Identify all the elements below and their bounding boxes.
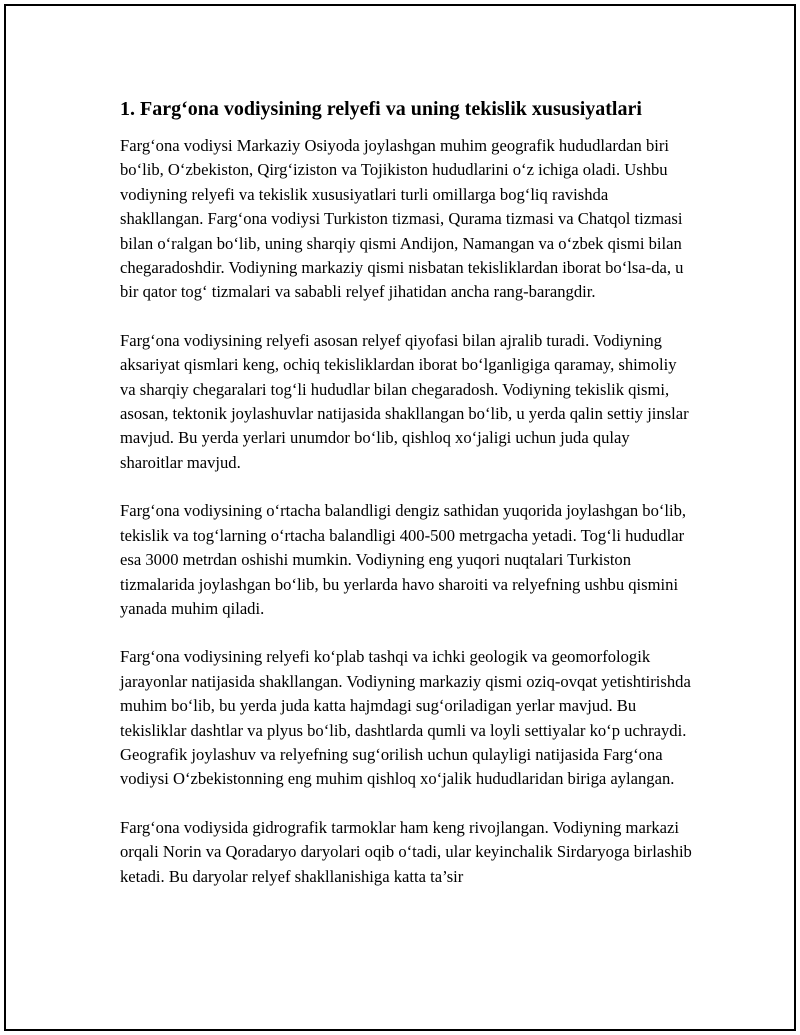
paragraph-2: Farg‘ona vodiysining relyefi asosan relyef qiyofasi bilan ajralib turadi. Vodiyning aksariyat qismlari keng, ochiq tekisliklardan iborat bo‘lganligiga qaramay, shimoliy va sharqiy chegaralari tog‘li hududlar bilan chegaradosh. Vodiyning tekislik qismi, asosan, tektonik joylashuvlar natijasida shakllangan bo‘lib, u yerda qalin settiy jinslar mavjud. Bu yerda yerlari unumdor bo‘lib, qishloq xo‘jaligi uchun juda qulay sharoitlar mavjud. — [120, 330, 689, 472]
paragraph-3: Farg‘ona vodiysining o‘rtacha balandligi dengiz sathidan yuqorida joylashgan bo‘lib, tekislik va tog‘larning o‘rtacha balandligi 400-500 metrgacha yetadi. Tog‘li hududlar esa 3000 metrdan oshishi mumkin. Vodiyning eng yuqori nuqtalari Turkiston tizmalarida joylashgan bo‘lib, bu yerlarda havo sharoiti va relyefning ushbu qismini yanada muhim qiladi. — [120, 501, 687, 618]
paragraph-4: Farg‘ona vodiysining relyefi ko‘plab tashqi va ichki geologik va geomorfologik jarayonlar natijasida shakllangan. Vodiyning markaziy qismi oziq-ovqat yetishtirishda muhim bo‘lib, bu yerda juda katta hajmdagi sug‘oriladigan yerlar mavjud. Bu tekisliklar dashtlar va plyus bo‘lib, dashtlarda qumli va loyli settiyalar ko‘p uchraydi. Geografik joylashuv va relyefning sug‘orilish uchun qulayligi natijasida Farg‘ona vodiysi O‘zbekistonning eng muhim qishloq xo‘jalik hududlaridan biriga aylangan. — [120, 647, 691, 789]
document-body — [120, 94, 692, 913]
paragraph-1: Farg‘ona vodiysi Markaziy Osiyoda joylashgan muhim geografik hududlardan biri bo‘lib, O‘zbekiston, Qirg‘iziston va Tojikiston hududlarini o‘z ichiga oladi. Ushbu vodiyning relyefi va tekislik xususiyatlari turli omillarga bog‘liq ravishda shakllangan. Farg‘ona vodiysi Turkiston tizmasi, Qurama tizmasi va Chatqol tizmasi bilan o‘ralgan bo‘lib, uning sharqiy qismi Andijon, Namangan va o‘zbek qismi bilan chegaradoshdir. Vodiyning markaziy qismi nisbatan tekisliklardan iborat bo‘lsa-da, u bir qator tog‘ tizmalari va sababli relyef jihatidan ancha rang-barangdir. — [120, 136, 684, 302]
section-heading: 1. Farg‘ona vodiysining relyefi va uning tekislik xususiyatlari — [120, 98, 642, 120]
paragraph-5: Farg‘ona vodiysida gidrografik tarmoklar ham keng rivojlangan. Vodiyning markazi orqali Norin va Qoradaryo daryolari oqib o‘tadi, ular keyinchalik Sirdaryoga birlashib ketadi. Bu daryolar relyef shakllanishiga katta ta’sir — [120, 817, 692, 886]
document-page — [4, 4, 796, 1031]
